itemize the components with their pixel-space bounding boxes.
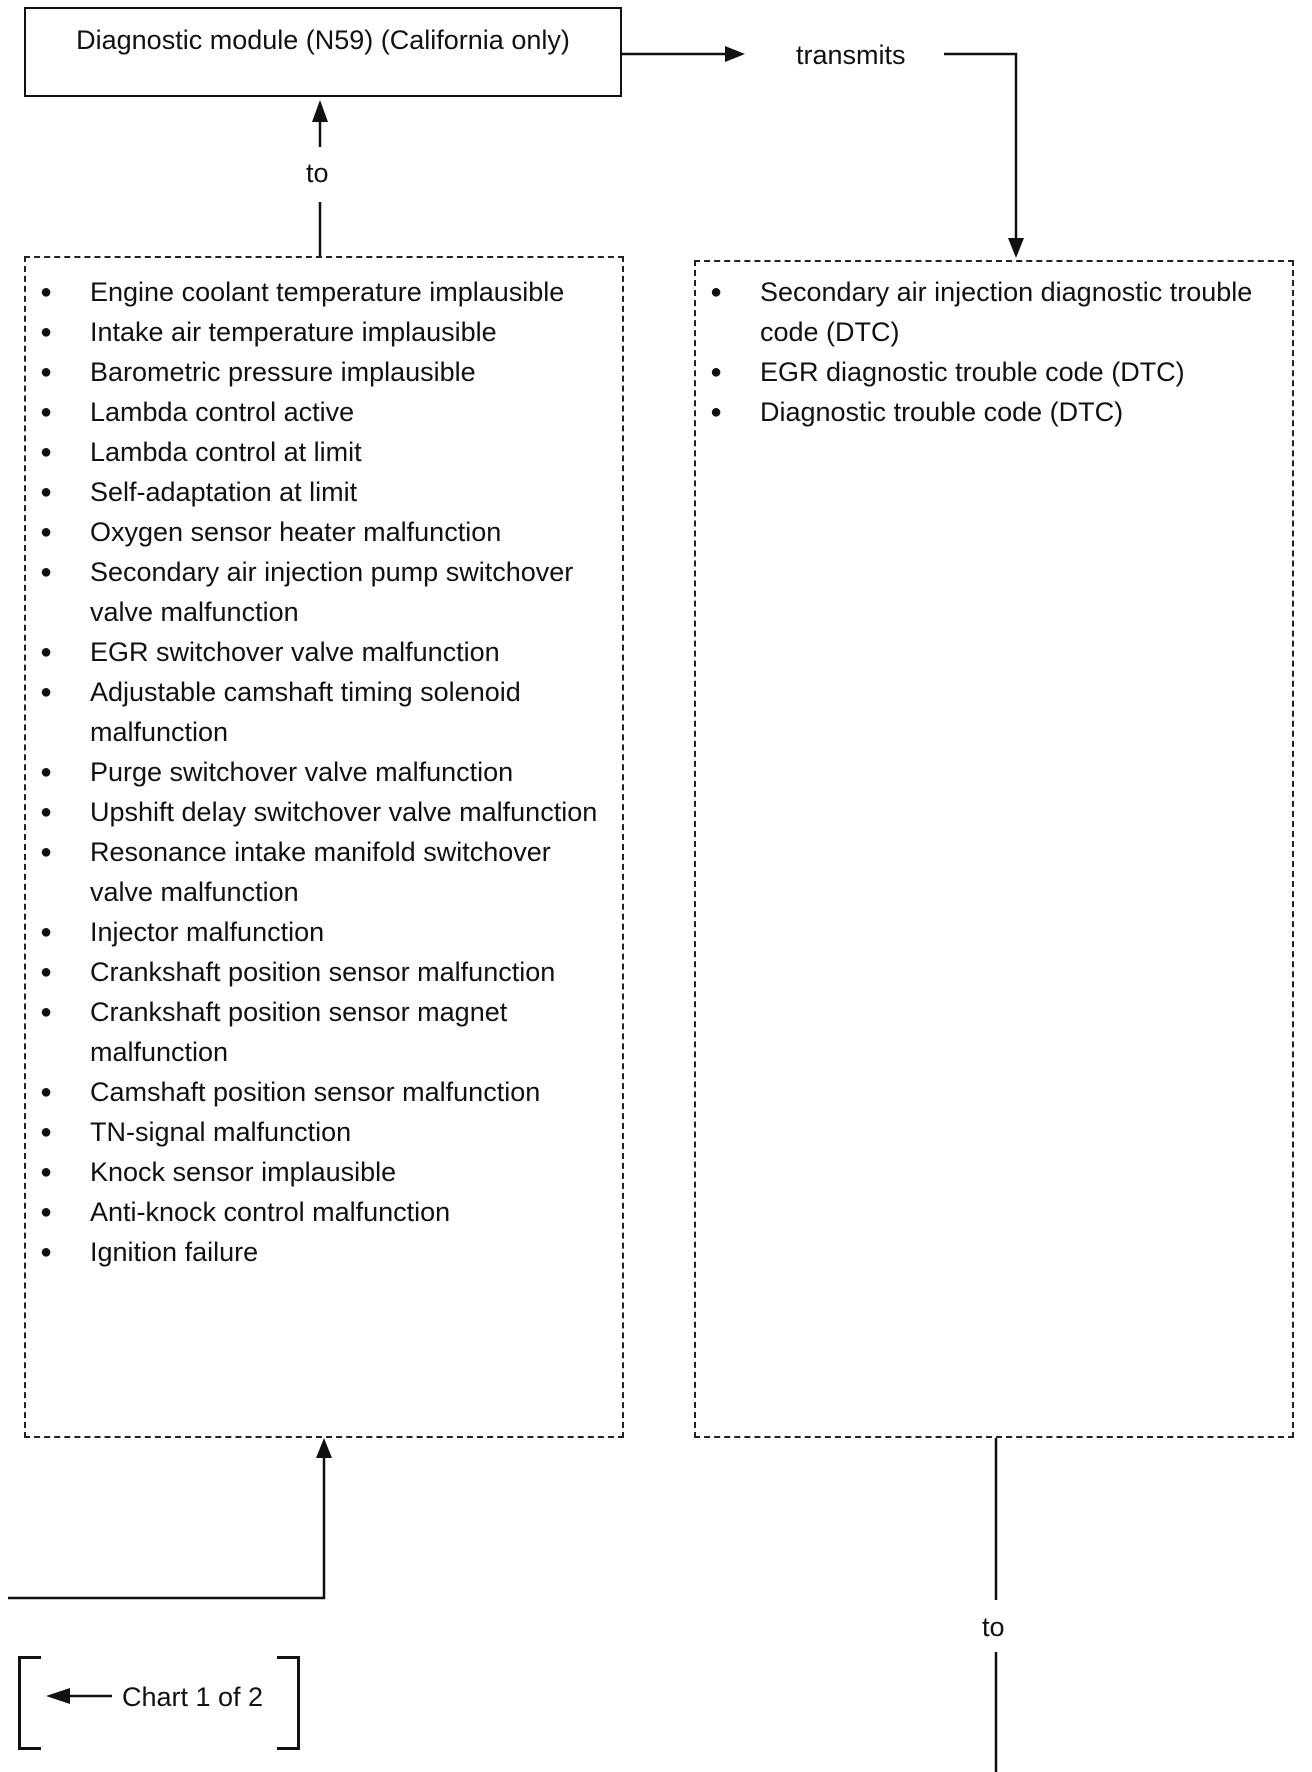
list-item: ● Anti-knock control malfunction <box>24 1192 614 1232</box>
list-item: ● Ignition failure <box>24 1232 614 1272</box>
list-item: ● Diagnostic trouble code (DTC) <box>694 392 1294 432</box>
list-item: ● Barometric pressure implausible <box>24 352 614 392</box>
arrowhead-down <box>1008 238 1024 258</box>
bracket-left <box>18 1656 41 1750</box>
list-item: ● Adjustable camshaft timing solenoid malfunction <box>24 672 614 752</box>
list-item: ● Crankshaft position sensor malfunction <box>24 952 614 992</box>
diagnostic-module-box <box>24 7 622 97</box>
list-item: ● EGR diagnostic trouble code (DTC) <box>694 352 1294 392</box>
transmits-label: transmits <box>796 40 906 70</box>
trouble-codes-list <box>694 272 1294 432</box>
chart-ref-label: Chart 1 of 2 <box>122 1682 264 1712</box>
list-item: ● Upshift delay switchover valve malfunction <box>24 792 614 832</box>
list-item: ● Self-adaptation at limit <box>24 472 614 512</box>
list-item: ● Engine coolant temperature implausible <box>24 272 614 312</box>
list-item: ● Knock sensor implausible <box>24 1152 614 1192</box>
list-item: ● Camshaft position sensor malfunction <box>24 1072 614 1112</box>
list-item: ● Secondary air injection pump switchover valve malfunction <box>24 552 614 632</box>
arrowhead-up-module <box>312 100 328 122</box>
list-item: ● Lambda control active <box>24 392 614 432</box>
trouble-codes-box <box>694 260 1294 1438</box>
input-signals-list <box>24 272 614 1272</box>
arrowhead-up-left-box <box>316 1438 332 1458</box>
list-item: ● Crankshaft position sensor magnet malfunction <box>24 992 614 1072</box>
list-item: ● Purge switchover valve malfunction <box>24 752 614 792</box>
list-item: ● Lambda control at limit <box>24 432 614 472</box>
list-item: ● Intake air temperature implausible <box>24 312 614 352</box>
list-item: ● Resonance intake manifold switchover valve malfunction <box>24 832 614 912</box>
list-item: ● Secondary air injection diagnostic trouble code (DTC) <box>694 272 1294 352</box>
list-item: ● Injector malfunction <box>24 912 614 952</box>
chart-reference[interactable] <box>18 1656 300 1748</box>
bracket-right <box>277 1656 300 1750</box>
list-item: ● TN-signal malfunction <box>24 1112 614 1152</box>
list-item: ● Oxygen sensor heater malfunction <box>24 512 614 552</box>
list-item: ● EGR switchover valve malfunction <box>24 632 614 672</box>
to-label-upper: to <box>306 158 329 188</box>
module-label: Diagnostic module (N59) (California only) <box>76 25 570 55</box>
to-label-lower: to <box>982 1612 1005 1642</box>
arrowhead-right <box>725 46 745 62</box>
